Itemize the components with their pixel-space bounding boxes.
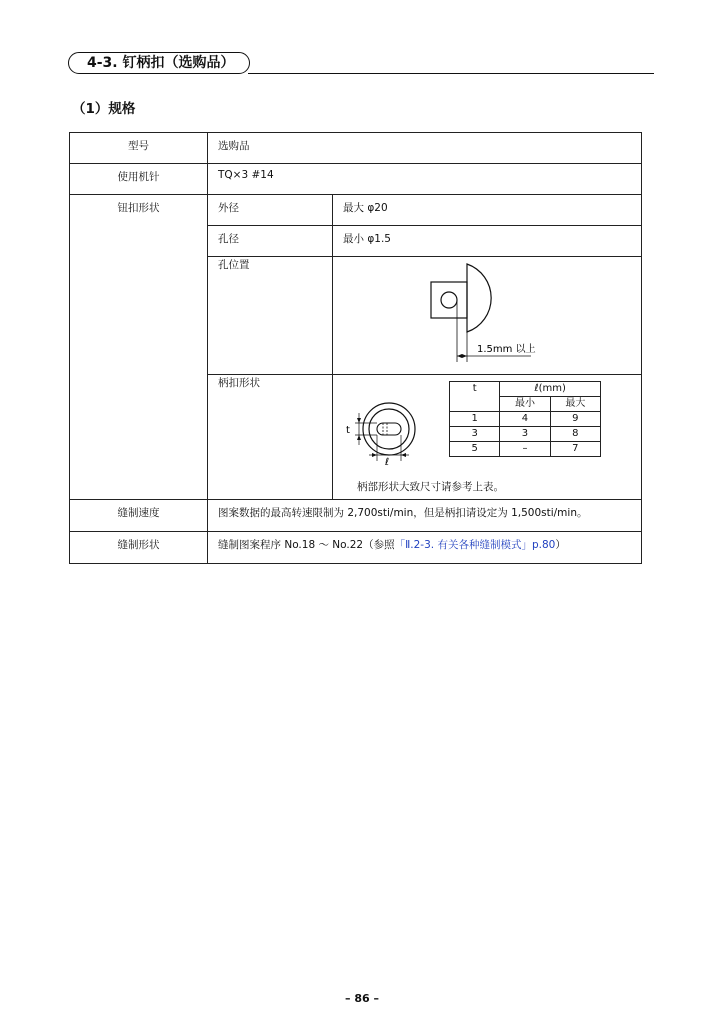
shank-dim-l-label: ℓ bbox=[385, 457, 390, 467]
button-shape-label: 钮扣形状 bbox=[70, 195, 208, 500]
hole-diameter-value: 最小 φ1.5 bbox=[333, 226, 642, 257]
shank-dim-t-label: t bbox=[346, 425, 350, 436]
hole-position-label: 孔位置 bbox=[208, 257, 333, 375]
hole-position-figure-cell bbox=[333, 257, 642, 375]
dim-subheader-min: 最小 bbox=[500, 397, 550, 412]
hole-diameter-label: 孔径 bbox=[208, 226, 333, 257]
dim-header-row bbox=[450, 382, 601, 397]
needle-label: 使用机针 bbox=[70, 164, 208, 195]
outer-diameter-label: 外径 bbox=[208, 195, 333, 226]
dim-cell: 4 bbox=[500, 412, 550, 427]
dim-subheader-max: 最大 bbox=[550, 397, 600, 412]
shank-shape-note: 柄部形状大致尺寸请参考上表。 bbox=[357, 481, 504, 493]
needle-value: TQ×3 #14 bbox=[208, 164, 642, 195]
dim-row bbox=[450, 412, 601, 427]
dim-row bbox=[450, 442, 601, 457]
page-number: – 86 – bbox=[345, 992, 379, 1005]
spec-row-speed bbox=[70, 500, 642, 532]
hole-position-note: 1.5mm 以上 bbox=[477, 344, 536, 355]
dim-cell: 1 bbox=[450, 412, 500, 427]
dim-cell: 5 bbox=[450, 442, 500, 457]
dim-cell: 3 bbox=[500, 427, 550, 442]
form-reference-link[interactable]: 「Ⅱ.2-3. 有关各种缝制模式」p.80 bbox=[394, 539, 556, 551]
dim-header-t: t bbox=[450, 382, 500, 412]
dim-cell: 9 bbox=[550, 412, 600, 427]
spec-table bbox=[69, 132, 642, 564]
spec-row-outer-diameter bbox=[70, 195, 642, 226]
section-header bbox=[68, 52, 654, 78]
dim-header-l: ℓ(mm) bbox=[500, 382, 601, 397]
shank-dimension-table bbox=[449, 381, 601, 457]
subheading: （1）规格 bbox=[72, 101, 136, 117]
dim-cell: 7 bbox=[550, 442, 600, 457]
dim-cell: – bbox=[500, 442, 550, 457]
shank-shape-diagram bbox=[339, 399, 429, 467]
spec-row-needle bbox=[70, 164, 642, 195]
form-value-prefix: 缝制图案程序 No.18 ～ No.22（参照 bbox=[218, 539, 395, 551]
dim-cell: 3 bbox=[450, 427, 500, 442]
form-value bbox=[208, 532, 642, 564]
type-label: 型号 bbox=[70, 133, 208, 164]
form-value-suffix: ） bbox=[555, 539, 566, 551]
section-title: 4-3. 钉柄扣（选购品） bbox=[68, 52, 250, 74]
section-rule bbox=[248, 73, 654, 74]
speed-label: 缝制速度 bbox=[70, 500, 208, 532]
spec-row-type bbox=[70, 133, 642, 164]
type-value: 选购品 bbox=[208, 133, 642, 164]
shank-shape-figure-cell bbox=[333, 375, 642, 500]
spec-row-form bbox=[70, 532, 642, 564]
shank-shape-label: 柄扣形状 bbox=[208, 375, 333, 500]
outer-diameter-value: 最大 φ20 bbox=[333, 195, 642, 226]
hole-position-diagram bbox=[419, 260, 579, 370]
form-label: 缝制形状 bbox=[70, 532, 208, 564]
speed-value: 图案数据的最高转速限制为 2,700sti/min，但是柄扣请设定为 1,500sti/min。 bbox=[208, 500, 642, 532]
dim-cell: 8 bbox=[550, 427, 600, 442]
dim-row bbox=[450, 427, 601, 442]
